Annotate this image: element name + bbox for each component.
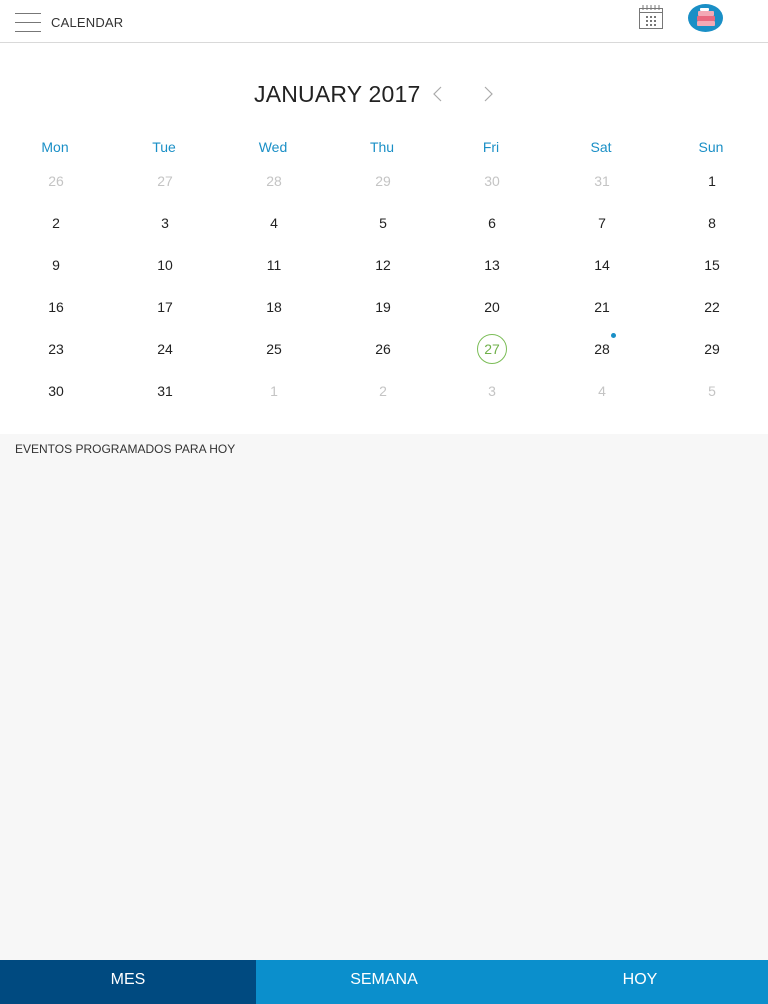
calendar-grid-icon[interactable]	[638, 4, 664, 30]
tab-mes[interactable]: MES	[0, 960, 256, 1004]
day-cell[interactable]: 11	[266, 257, 282, 273]
day-cell[interactable]: 4	[598, 383, 606, 399]
calendar-grid	[0, 160, 768, 410]
day-cell[interactable]: 31	[594, 173, 610, 189]
weekday-sun: Sun	[698, 139, 724, 155]
day-cell[interactable]: 3	[161, 215, 169, 231]
day-cell[interactable]: 29	[375, 173, 391, 189]
day-cell[interactable]: 20	[484, 299, 500, 315]
day-cell[interactable]: 28	[594, 341, 610, 357]
day-cell[interactable]: 14	[594, 257, 610, 273]
app-title: CALENDAR	[51, 15, 124, 30]
weekday-header	[0, 139, 768, 159]
events-panel	[0, 434, 768, 960]
books-avatar-icon[interactable]	[688, 4, 723, 32]
day-cell[interactable]: 18	[266, 299, 282, 315]
weekday-mon: Mon	[41, 139, 69, 155]
day-cell[interactable]: 26	[48, 173, 64, 189]
day-cell[interactable]: 1	[708, 173, 716, 189]
weekday-wed: Wed	[258, 139, 288, 155]
day-cell[interactable]: 1	[270, 383, 278, 399]
day-cell[interactable]: 15	[704, 257, 720, 273]
day-cell[interactable]: 16	[48, 299, 64, 315]
day-cell[interactable]: 3	[488, 383, 496, 399]
tab-semana[interactable]: SEMANA	[256, 960, 512, 1004]
day-cell[interactable]: 22	[704, 299, 720, 315]
day-cell[interactable]: 27	[157, 173, 173, 189]
day-cell[interactable]: 2	[52, 215, 60, 231]
day-cell[interactable]: 2	[379, 383, 387, 399]
day-cell[interactable]: 8	[708, 215, 716, 231]
day-cell[interactable]: 7	[598, 215, 606, 231]
weekday-fri: Fri	[482, 139, 500, 155]
day-cell[interactable]: 26	[375, 341, 391, 357]
weekday-tue: Tue	[152, 139, 176, 155]
top-bar	[0, 0, 768, 43]
day-cell[interactable]: 12	[375, 257, 391, 273]
bottom-tabs	[0, 960, 768, 1004]
day-cell[interactable]: 25	[266, 341, 282, 357]
event-dot	[611, 333, 616, 338]
chevron-left-icon[interactable]	[428, 84, 448, 104]
day-cell[interactable]: 31	[157, 383, 173, 399]
day-cell[interactable]: 19	[375, 299, 391, 315]
tab-hoy[interactable]: HOY	[512, 960, 768, 1004]
day-cell[interactable]: 6	[488, 215, 496, 231]
weekday-sat: Sat	[590, 139, 612, 155]
day-cell[interactable]: 30	[48, 383, 64, 399]
day-cell[interactable]: 30	[484, 173, 500, 189]
day-cell[interactable]: 17	[157, 299, 173, 315]
day-cell[interactable]: 29	[704, 341, 720, 357]
day-cell[interactable]: 23	[48, 341, 64, 357]
day-cell[interactable]: 28	[266, 173, 282, 189]
day-cell[interactable]: 24	[157, 341, 173, 357]
day-cell[interactable]: 5	[379, 215, 387, 231]
weekday-thu: Thu	[369, 139, 395, 155]
day-cell[interactable]: 9	[52, 257, 60, 273]
day-cell-today[interactable]: 27	[472, 334, 512, 364]
month-title: JANUARY 2017	[254, 81, 421, 107]
day-cell[interactable]: 13	[484, 257, 500, 273]
day-cell[interactable]: 10	[157, 257, 173, 273]
day-cell[interactable]: 21	[594, 299, 610, 315]
events-title: EVENTOS PROGRAMADOS PARA HOY	[15, 442, 236, 456]
day-cell[interactable]: 5	[708, 383, 716, 399]
chevron-right-icon[interactable]	[478, 84, 498, 104]
hamburger-menu-icon[interactable]	[15, 12, 41, 32]
day-cell[interactable]: 4	[270, 215, 278, 231]
